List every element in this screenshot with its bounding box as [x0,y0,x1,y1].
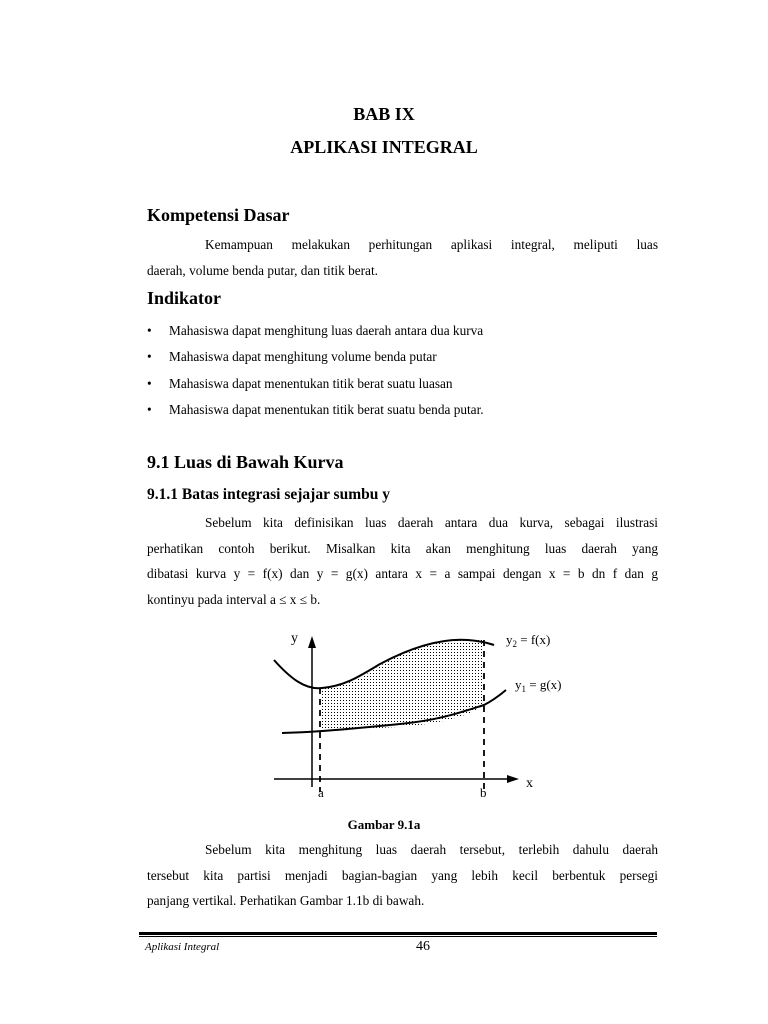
kompetensi-heading: Kompetensi Dasar [147,205,290,225]
paragraph-line: Kemampuan melakukan perhitungan aplikasi integral, meliputi luas [205,237,658,252]
paragraph-line: panjang vertikal. Perhatikan Gambar 1.1b di bawah. [147,893,425,908]
followup-paragraph [147,837,658,914]
paragraph-line: Sebelum kita definisikan luas daerah antara dua kurva, sebagai ilustrasi [205,515,658,530]
y-axis-label: y [291,631,298,646]
a-label: a [318,785,324,800]
label-base: y [506,632,513,647]
paragraph-line: dibatasi kurva y = f(x) dan y = g(x) antara x = a sampai dengan x = b dn f dan g [147,566,658,581]
x-axis-label: x [526,776,533,791]
paragraph-line: perhatikan contoh berikut. Misalkan kita akan menghitung luas daerah yang [147,540,658,556]
y-axis-arrow [308,636,316,648]
label-subscript: 1 [521,684,526,694]
label-subscript: 2 [512,639,517,649]
page-number: 46 [416,939,430,954]
chapter-label: BAB IX [353,104,415,124]
label-rest: = g(x) [526,677,562,692]
footer-running-title: Aplikasi Integral [145,941,220,953]
subsection-heading: 9.1.1 Batas integrasi sejajar sumbu y [147,486,390,503]
section-heading: 9.1 Luas di Bawah Kurva [147,452,344,472]
paragraph-line: Sebelum kita menghitung luas daerah tersebut, terlebih dahulu daerah [205,842,658,857]
footer-rule-thin [139,936,657,937]
x-axis-arrow [507,775,519,783]
list-item: • Mahasiswa dapat menghitung volume benda putar [147,344,484,370]
paragraph-line: tersebut kita partisi menjadi bagian-bagian yang lebih kecil berbentuk persegi [147,867,658,883]
list-item: • Mahasiswa dapat menentukan titik berat suatu luasan [147,371,484,397]
footer-rule-thick [139,932,657,935]
g-curve-label [515,677,562,694]
f-curve-label [506,632,550,649]
b-label: b [480,785,487,800]
chapter-title: APLIKASI INTEGRAL [290,137,478,157]
paragraph-line: kontinyu pada interval a ≤ x ≤ b. [147,591,321,607]
list-item: • Mahasiswa dapat menghitung luas daerah antara dua kurva [147,318,484,344]
figure-caption: Gambar 9.1a [347,817,421,832]
label-rest: = f(x) [517,632,551,647]
list-item: • Mahasiswa dapat menentukan titik berat suatu benda putar. [147,397,484,423]
indikator-heading: Indikator [147,288,222,308]
label-base: y [515,677,522,692]
paragraph-line: daerah, volume benda putar, dan titik berat. [147,262,378,278]
